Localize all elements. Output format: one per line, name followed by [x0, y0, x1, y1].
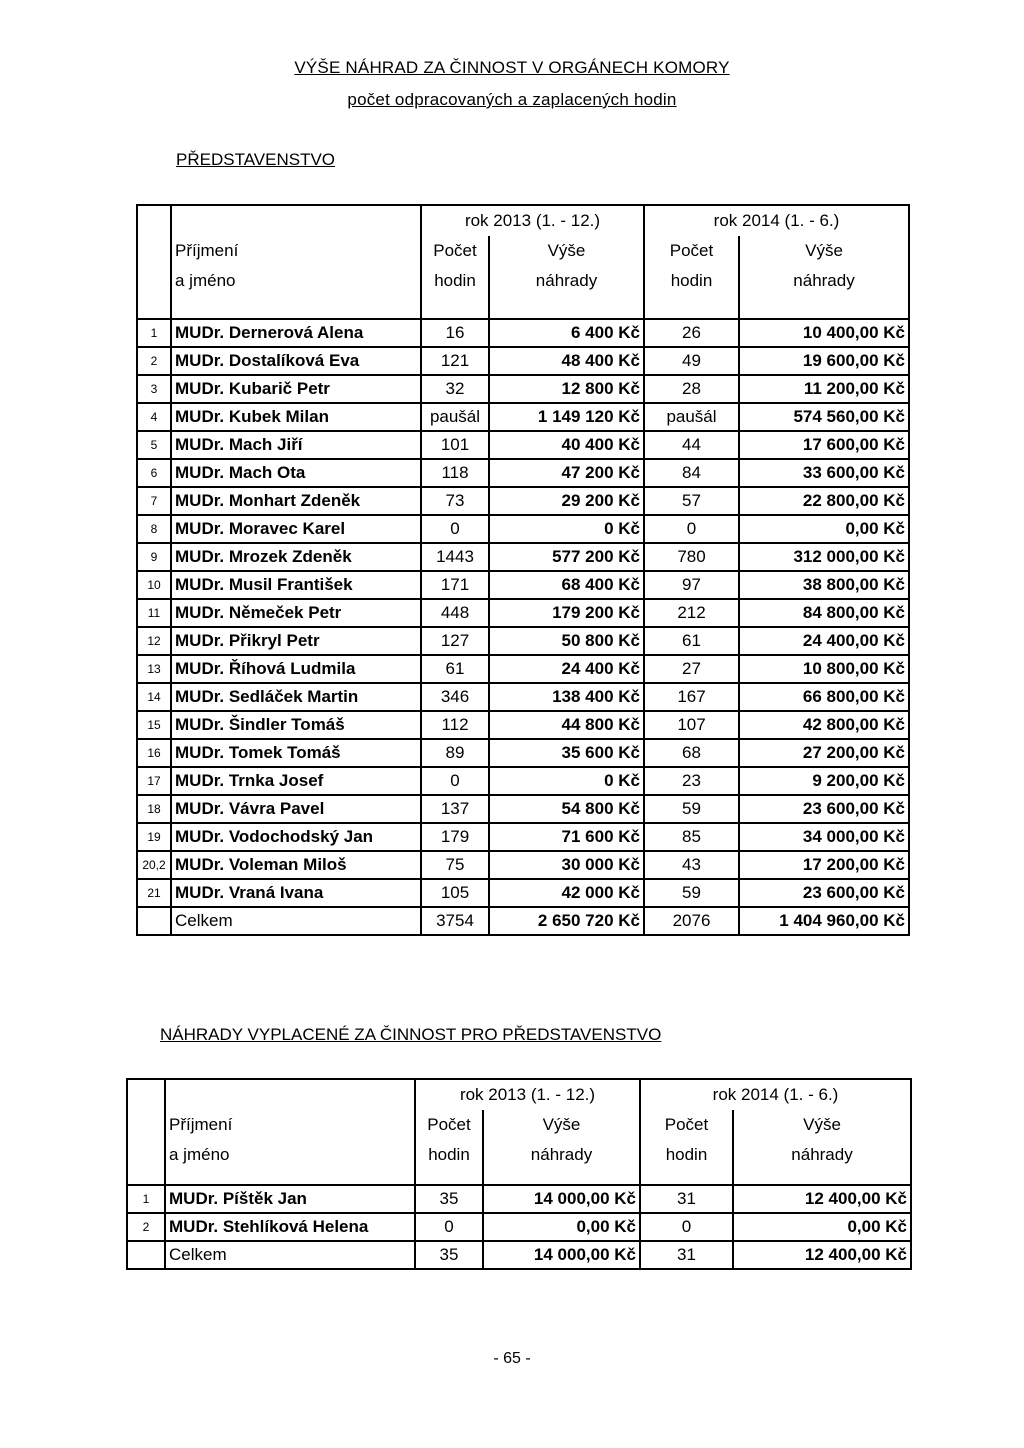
section-title-paid: NÁHRADY VYPLACENÉ ZA ČINNOST PRO PŘEDSTAVENSTVO	[160, 1025, 662, 1044]
hours-2014: 23	[644, 767, 739, 795]
hours-2013: 127	[421, 627, 489, 655]
amount-2013: 0 Kč	[489, 767, 644, 795]
amount-2014: 10 400,00 Kč	[739, 319, 909, 347]
row-number: 8	[137, 515, 171, 543]
amount-2014: 42 800,00 Kč	[739, 711, 909, 739]
hours-2013: 448	[421, 599, 489, 627]
hours-2014: 107	[644, 711, 739, 739]
table-row	[137, 347, 909, 375]
total-hours-2014: 2076	[644, 907, 739, 935]
amount-2013: 0,00 Kč	[483, 1213, 640, 1241]
header-hours-2014: Počet	[644, 236, 739, 266]
member-name: MUDr. Dostalíková Eva	[171, 347, 421, 375]
hours-2013: 0	[421, 767, 489, 795]
amount-2013: 44 800 Kč	[489, 711, 644, 739]
amount-2014: 12 400,00 Kč	[733, 1185, 911, 1213]
header-amount-2013-unit: náhrady	[483, 1140, 640, 1185]
header-blank-name	[171, 205, 421, 236]
hours-2014: 43	[644, 851, 739, 879]
row-number: 21	[137, 879, 171, 907]
amount-2014: 38 800,00 Kč	[739, 571, 909, 599]
amount-2013: 6 400 Kč	[489, 319, 644, 347]
amount-2013: 577 200 Kč	[489, 543, 644, 571]
member-name: MUDr. Vraná Ivana	[171, 879, 421, 907]
member-name: MUDr. Tomek Tomáš	[171, 739, 421, 767]
total-amount-2014: 1 404 960,00 Kč	[739, 907, 909, 935]
table-row	[137, 543, 909, 571]
hours-2014: 57	[644, 487, 739, 515]
header-amount-2014: Výše	[739, 236, 909, 266]
amount-2013: 50 800 Kč	[489, 627, 644, 655]
row-number: 18	[137, 795, 171, 823]
amount-2013: 0 Kč	[489, 515, 644, 543]
hours-2013: 89	[421, 739, 489, 767]
amount-2013: 71 600 Kč	[489, 823, 644, 851]
total-amount-2013: 14 000,00 Kč	[483, 1241, 640, 1269]
member-name: MUDr. Němeček Petr	[171, 599, 421, 627]
amount-2013: 40 400 Kč	[489, 431, 644, 459]
member-name: MUDr. Kubek Milan	[171, 403, 421, 431]
header-hours-2014-unit: hodin	[644, 266, 739, 319]
header-amount-2013: Výše	[489, 236, 644, 266]
hours-2013: 32	[421, 375, 489, 403]
row-number: 12	[137, 627, 171, 655]
hours-2014: 31	[640, 1185, 733, 1213]
hours-2013: 137	[421, 795, 489, 823]
header-hours-2013: Počet	[421, 236, 489, 266]
hours-2013: 0	[421, 515, 489, 543]
hours-2014: 84	[644, 459, 739, 487]
hours-2014: 28	[644, 375, 739, 403]
amount-2014: 17 200,00 Kč	[739, 851, 909, 879]
table-row	[137, 767, 909, 795]
total-label: Celkem	[165, 1241, 415, 1269]
total-no-blank	[127, 1241, 165, 1269]
hours-2014: 68	[644, 739, 739, 767]
amount-2013: 48 400 Kč	[489, 347, 644, 375]
amount-2013: 14 000,00 Kč	[483, 1185, 640, 1213]
table-row	[137, 431, 909, 459]
hours-2013: 112	[421, 711, 489, 739]
row-number: 20,2	[137, 851, 171, 879]
row-number: 7	[137, 487, 171, 515]
hours-2013: 346	[421, 683, 489, 711]
table-row	[137, 319, 909, 347]
amount-2014: 33 600,00 Kč	[739, 459, 909, 487]
table-row	[137, 851, 909, 879]
row-number: 16	[137, 739, 171, 767]
member-name: MUDr. Stehlíková Helena	[165, 1213, 415, 1241]
amount-2014: 9 200,00 Kč	[739, 767, 909, 795]
amount-2013: 29 200 Kč	[489, 487, 644, 515]
total-label: Celkem	[171, 907, 421, 935]
amount-2014: 24 400,00 Kč	[739, 627, 909, 655]
hours-2013: 0	[415, 1213, 483, 1241]
table-row	[127, 1213, 911, 1241]
header-name: a jméno	[165, 1140, 415, 1185]
paid-compensation-table	[126, 1078, 912, 1270]
hours-2014: 167	[644, 683, 739, 711]
amount-2013: 47 200 Kč	[489, 459, 644, 487]
amount-2014: 574 560,00 Kč	[739, 403, 909, 431]
hours-2014: 59	[644, 879, 739, 907]
header-surname: Příjmení	[171, 236, 421, 266]
member-name: MUDr. Vodochodský Jan	[171, 823, 421, 851]
amount-2014: 19 600,00 Kč	[739, 347, 909, 375]
member-name: MUDr. Mrozek Zdeněk	[171, 543, 421, 571]
member-name: MUDr. Píštěk Jan	[165, 1185, 415, 1213]
total-no-blank	[137, 907, 171, 935]
amount-2014: 23 600,00 Kč	[739, 879, 909, 907]
header-year-2014: rok 2014 (1. - 6.)	[640, 1079, 911, 1110]
hours-2013: 1443	[421, 543, 489, 571]
amount-2013: 68 400 Kč	[489, 571, 644, 599]
hours-2013: 171	[421, 571, 489, 599]
hours-2013: 73	[421, 487, 489, 515]
hours-2014: 212	[644, 599, 739, 627]
hours-2014: 97	[644, 571, 739, 599]
header-year-2013: rok 2013 (1. - 12.)	[421, 205, 644, 236]
amount-2013: 138 400 Kč	[489, 683, 644, 711]
table-row	[137, 459, 909, 487]
table-row	[137, 739, 909, 767]
section-title-board: PŘEDSTAVENSTVO	[176, 150, 336, 169]
board-compensation-table	[136, 204, 910, 936]
table-row	[137, 487, 909, 515]
amount-2013: 1 149 120 Kč	[489, 403, 644, 431]
header-blank-no	[137, 205, 171, 236]
amount-2013: 54 800 Kč	[489, 795, 644, 823]
header-surname: Příjmení	[165, 1110, 415, 1140]
amount-2014: 10 800,00 Kč	[739, 655, 909, 683]
hours-2014: 0	[640, 1213, 733, 1241]
hours-2013: 101	[421, 431, 489, 459]
amount-2014: 66 800,00 Kč	[739, 683, 909, 711]
total-amount-2013: 2 650 720 Kč	[489, 907, 644, 935]
amount-2013: 35 600 Kč	[489, 739, 644, 767]
amount-2013: 24 400 Kč	[489, 655, 644, 683]
member-name: MUDr. Vávra Pavel	[171, 795, 421, 823]
table-row	[137, 599, 909, 627]
table-row	[137, 655, 909, 683]
amount-2013: 42 000 Kč	[489, 879, 644, 907]
header-amount-2014: Výše	[733, 1110, 911, 1140]
table-row	[137, 515, 909, 543]
row-number: 4	[137, 403, 171, 431]
row-number: 13	[137, 655, 171, 683]
member-name: MUDr. Říhová Ludmila	[171, 655, 421, 683]
amount-2014: 11 200,00 Kč	[739, 375, 909, 403]
total-row	[137, 907, 909, 935]
hours-2013: paušál	[421, 403, 489, 431]
member-name: MUDr. Trnka Josef	[171, 767, 421, 795]
amount-2014: 312 000,00 Kč	[739, 543, 909, 571]
table-row	[137, 683, 909, 711]
member-name: MUDr. Mach Jiří	[171, 431, 421, 459]
hours-2014: 85	[644, 823, 739, 851]
amount-2013: 12 800 Kč	[489, 375, 644, 403]
total-hours-2014: 31	[640, 1241, 733, 1269]
header-hours-2014-unit: hodin	[640, 1140, 733, 1185]
header-blank-name	[165, 1079, 415, 1110]
header-blank-no	[127, 1140, 165, 1185]
row-number: 6	[137, 459, 171, 487]
total-amount-2014: 12 400,00 Kč	[733, 1241, 911, 1269]
hours-2014: 780	[644, 543, 739, 571]
amount-2014: 34 000,00 Kč	[739, 823, 909, 851]
header-blank-no	[137, 236, 171, 266]
hours-2013: 75	[421, 851, 489, 879]
row-number: 14	[137, 683, 171, 711]
member-name: MUDr. Kubarič Petr	[171, 375, 421, 403]
amount-2014: 84 800,00 Kč	[739, 599, 909, 627]
hours-2014: 0	[644, 515, 739, 543]
member-name: MUDr. Sedláček Martin	[171, 683, 421, 711]
hours-2014: 27	[644, 655, 739, 683]
hours-2014: 61	[644, 627, 739, 655]
header-amount-2014-unit: náhrady	[733, 1140, 911, 1185]
hours-2014: 49	[644, 347, 739, 375]
table-row	[137, 823, 909, 851]
amount-2014: 27 200,00 Kč	[739, 739, 909, 767]
total-hours-2013: 35	[415, 1241, 483, 1269]
row-number: 1	[137, 319, 171, 347]
amount-2013: 30 000 Kč	[489, 851, 644, 879]
page-number: - 65 -	[493, 1350, 531, 1367]
member-name: MUDr. Přikryl Petr	[171, 627, 421, 655]
header-year-2014: rok 2014 (1. - 6.)	[644, 205, 909, 236]
table-row	[137, 879, 909, 907]
hours-2013: 121	[421, 347, 489, 375]
header-year-2013: rok 2013 (1. - 12.)	[415, 1079, 640, 1110]
member-name: MUDr. Voleman Miloš	[171, 851, 421, 879]
row-number: 19	[137, 823, 171, 851]
header-hours-2013: Počet	[415, 1110, 483, 1140]
total-hours-2013: 3754	[421, 907, 489, 935]
header-hours-2014: Počet	[640, 1110, 733, 1140]
table-row	[137, 375, 909, 403]
member-name: MUDr. Monhart Zdeněk	[171, 487, 421, 515]
hours-2014: 44	[644, 431, 739, 459]
header-blank-no	[127, 1110, 165, 1140]
document-title: VÝŠE NÁHRAD ZA ČINNOST V ORGÁNECH KOMORY	[294, 58, 730, 77]
row-number: 2	[127, 1213, 165, 1241]
amount-2014: 17 600,00 Kč	[739, 431, 909, 459]
header-blank-no	[127, 1079, 165, 1110]
header-name: a jméno	[171, 266, 421, 319]
table-row	[137, 571, 909, 599]
row-number: 10	[137, 571, 171, 599]
amount-2013: 179 200 Kč	[489, 599, 644, 627]
table-row	[137, 403, 909, 431]
table-row	[137, 711, 909, 739]
amount-2014: 23 600,00 Kč	[739, 795, 909, 823]
table-row	[137, 795, 909, 823]
row-number: 11	[137, 599, 171, 627]
row-number: 3	[137, 375, 171, 403]
hours-2014: 59	[644, 795, 739, 823]
hours-2013: 35	[415, 1185, 483, 1213]
row-number: 5	[137, 431, 171, 459]
total-row	[127, 1241, 911, 1269]
hours-2014: paušál	[644, 403, 739, 431]
header-hours-2013-unit: hodin	[415, 1140, 483, 1185]
row-number: 1	[127, 1185, 165, 1213]
table-row	[127, 1185, 911, 1213]
header-amount-2013: Výše	[483, 1110, 640, 1140]
row-number: 2	[137, 347, 171, 375]
member-name: MUDr. Šindler Tomáš	[171, 711, 421, 739]
hours-2013: 16	[421, 319, 489, 347]
hours-2013: 105	[421, 879, 489, 907]
amount-2014: 0,00 Kč	[739, 515, 909, 543]
header-amount-2013-unit: náhrady	[489, 266, 644, 319]
hours-2013: 179	[421, 823, 489, 851]
member-name: MUDr. Mach Ota	[171, 459, 421, 487]
hours-2013: 61	[421, 655, 489, 683]
member-name: MUDr. Moravec Karel	[171, 515, 421, 543]
amount-2014: 22 800,00 Kč	[739, 487, 909, 515]
row-number: 17	[137, 767, 171, 795]
header-hours-2013-unit: hodin	[421, 266, 489, 319]
row-number: 9	[137, 543, 171, 571]
header-amount-2014-unit: náhrady	[739, 266, 909, 319]
member-name: MUDr. Musil František	[171, 571, 421, 599]
row-number: 15	[137, 711, 171, 739]
document-subtitle: počet odpracovaných a zaplacených hodin	[347, 90, 677, 109]
table-row	[137, 627, 909, 655]
amount-2014: 0,00 Kč	[733, 1213, 911, 1241]
header-blank-no	[137, 266, 171, 319]
hours-2013: 118	[421, 459, 489, 487]
member-name: MUDr. Dernerová Alena	[171, 319, 421, 347]
hours-2014: 26	[644, 319, 739, 347]
